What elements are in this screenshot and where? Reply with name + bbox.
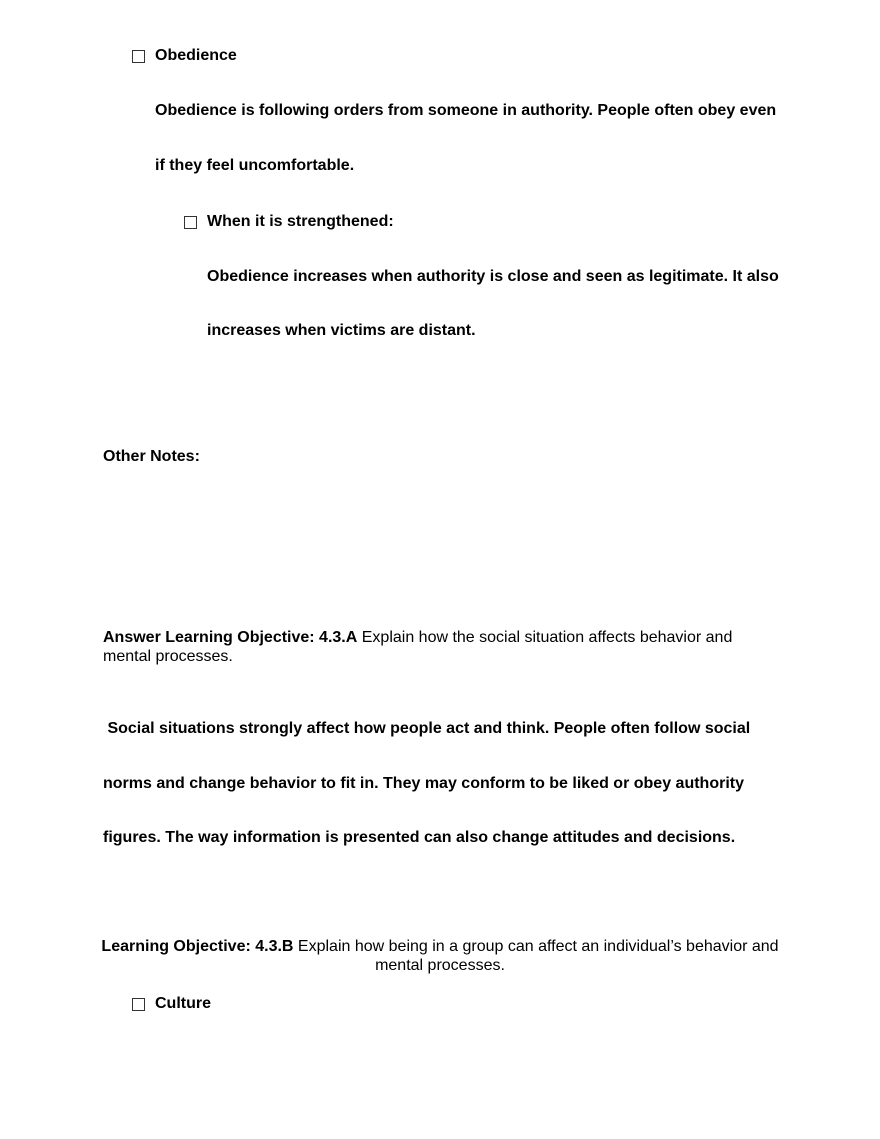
strengthened-heading: When it is strengthened: — [207, 213, 394, 230]
culture-checkbox[interactable] — [132, 998, 145, 1011]
answer-paragraph-line1: Social situations strongly affect how people act and think. People often follow social — [103, 720, 751, 737]
answer-objective-text: Explain how the social situation affects behavior and — [357, 629, 733, 646]
strengthened-line2: increases when victims are distant. — [207, 322, 476, 339]
answer-paragraph-line3: figures. The way information is presented can also change attitudes and decisions. — [103, 829, 736, 846]
culture-heading: Culture — [155, 995, 211, 1012]
next-objective-line1 — [0, 938, 880, 956]
obedience-checkbox[interactable] — [132, 50, 145, 63]
next-objective-line2: mental processes. — [375, 957, 505, 974]
strengthened-checkbox[interactable] — [184, 216, 197, 229]
answer-objective-line2: mental processes. — [103, 648, 233, 665]
answer-paragraph-line2: norms and change behavior to fit in. They may conform to be liked or obey authority — [103, 775, 744, 792]
other-notes-label: Other Notes: — [103, 448, 200, 465]
obedience-heading: Obedience — [155, 47, 237, 64]
obedience-definition-line1: Obedience is following orders from someone in authority. People often obey even — [155, 102, 777, 119]
next-objective-text: Explain how being in a group can affect an individual’s behavior and — [293, 938, 779, 955]
answer-objective-line1 — [103, 629, 732, 647]
next-objective-label: Learning Objective: 4.3.B — [101, 938, 294, 955]
obedience-definition-line2: if they feel uncomfortable. — [155, 157, 355, 174]
strengthened-line1: Obedience increases when authority is close and seen as legitimate. It also — [207, 268, 779, 285]
answer-objective-label: Answer Learning Objective: 4.3.A — [103, 629, 358, 646]
